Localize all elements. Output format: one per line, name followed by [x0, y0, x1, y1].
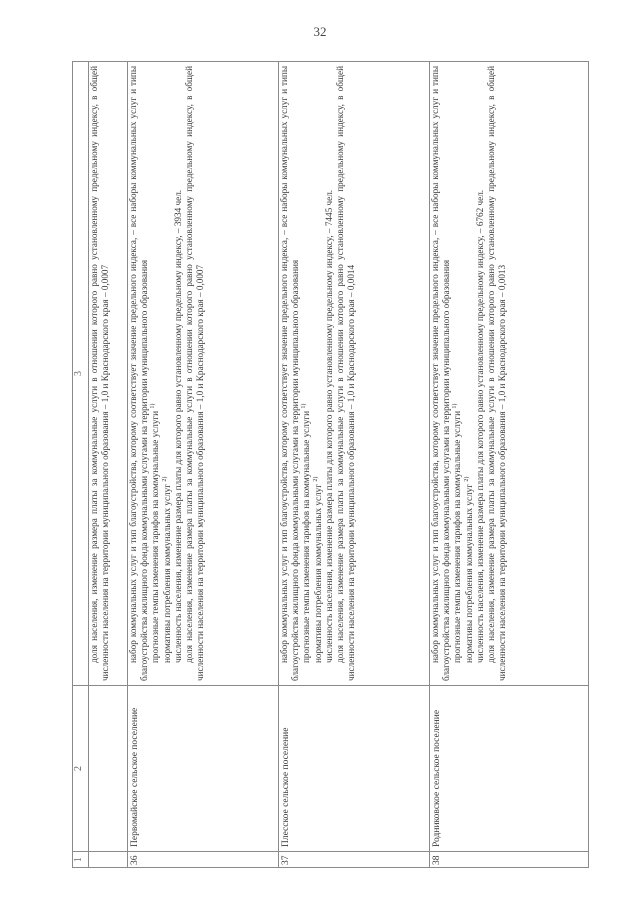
row-description — [128, 62, 279, 686]
population-count-text: численность населения, изменение размера платы для которого равно установленному предельному индексу, – 7445 чел. — [323, 189, 334, 663]
tariff-forecast-text: прогнозные темпы изменения тарифов на коммунальные услуги — [301, 410, 312, 663]
consumption-norms-text: нормативы потребления коммунальных услуг — [463, 483, 474, 663]
continued-text: доля населения, изменение размера платы за коммунальные услуги в отношении которого равно установленному предельному индексу, в общей численности населения на территории муниципального образования – 1,0 и Краснодарского края – 0,0007 — [89, 66, 111, 681]
settlement-name: Плесское сельское поселение — [279, 686, 430, 852]
footnote-mark: 1) — [452, 403, 459, 409]
row-number: 37 — [279, 852, 430, 868]
population-share-text: доля населения, изменение размера платы за коммунальные услуги в отношении которого равно установленному предельному индексу, в общей численности населения на территории муниципального образования – 1,0 и Краснодарского края – 0,0007 — [184, 66, 206, 681]
row-number-empty — [89, 852, 128, 868]
page-number: 32 — [313, 24, 327, 39]
population-count-text: численность населения, изменение размера платы для которого равно установленному предельному индексу, – 6762 чел. — [474, 189, 485, 663]
tariff-forecast-line — [150, 66, 161, 681]
row-number: 36 — [128, 852, 279, 868]
tariff-forecast-text: прогнозные темпы изменения тарифов на коммунальные услуги — [452, 410, 463, 663]
consumption-norms-line — [464, 66, 475, 681]
table-header-row — [73, 62, 89, 868]
table-row-continued — [89, 62, 128, 868]
utility-set-text: набор коммунальных услуг и тип благоустройства, которому соответствует значение предельного индекса, – все наборы коммунальных услуг и типы благоустройства жилищного фонда коммунальными услугами на территории муниципального образования — [430, 66, 452, 681]
settlement-name: Родниковское сельское поселение — [430, 686, 589, 852]
table-row — [430, 62, 589, 868]
settlement-name-empty — [89, 686, 128, 852]
tariff-forecast-text: прогнозные темпы изменения тарифов на коммунальные услуги — [150, 410, 161, 663]
population-share-text: доля населения, изменение размера платы за коммунальные услуги в отношении которого равно установленному предельному индексу, в общей численности населения на территории муниципального образования – 1,0 и Краснодарского края – 0,0014 — [335, 66, 357, 681]
tariff-forecast-line — [301, 66, 312, 681]
footnote-mark: 2) — [161, 476, 168, 482]
row-description — [279, 62, 430, 686]
consumption-norms-line — [313, 66, 324, 681]
settlement-name: Первомайское сельское поселение — [128, 686, 279, 852]
row-description — [430, 62, 589, 686]
rotated-table-container — [72, 62, 568, 868]
footnote-mark: 1) — [301, 403, 308, 409]
header-col-1: 1 — [73, 852, 89, 868]
consumption-norms-text: нормативы потребления коммунальных услуг — [312, 483, 323, 663]
footnote-mark: 1) — [150, 403, 157, 409]
continued-text-cell — [89, 62, 128, 686]
footnote-mark: 2) — [463, 476, 470, 482]
table-row — [279, 62, 430, 868]
tariff-forecast-line — [452, 66, 463, 681]
utility-set-text: набор коммунальных услуг и тип благоустройства, которому соответствует значение предельного индекса, – все наборы коммунальных услуг и типы благоустройства жилищного фонда коммунальными услугами на территории муниципального образования — [279, 66, 301, 681]
header-col-2: 2 — [73, 686, 89, 852]
footnote-mark: 2) — [312, 476, 319, 482]
utility-set-text: набор коммунальных услуг и тип благоустройства, которому соответствует значение предельного индекса, – все наборы коммунальных услуг и типы благоустройства жилищного фонда коммунальными услугами на территории муниципального образования — [128, 66, 150, 681]
header-col-3: 3 — [73, 62, 89, 686]
population-share-text: доля населения, изменение размера платы за коммунальные услуги в отношении которого равно установленному предельному индексу, в общей численности населения на территории муниципального образования – 1,0 и Краснодарского края – 0,0013 — [486, 66, 508, 681]
population-count-text: численность населения, изменение размера платы для которого равно установленному предельному индексу, – 3934 чел. — [172, 189, 183, 663]
tariff-index-table — [72, 61, 589, 868]
consumption-norms-text: нормативы потребления коммунальных услуг — [161, 483, 172, 663]
consumption-norms-line — [162, 66, 173, 681]
row-number: 38 — [430, 852, 589, 868]
table-row — [128, 62, 279, 868]
